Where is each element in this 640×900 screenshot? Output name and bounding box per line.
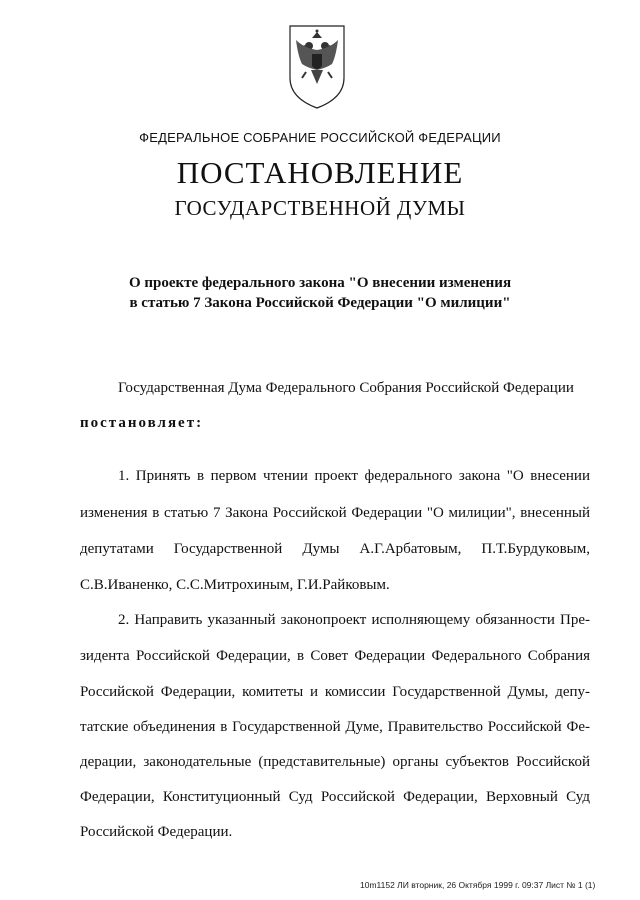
item1-line: депутатами Государственной Думы А.Г.Арбатовым, П.Т.Бурдуковым, xyxy=(80,541,590,557)
subject-heading xyxy=(0,273,640,313)
item2-line: дерации, законодательные (представительные) органы субъектов Российской xyxy=(80,754,590,770)
document-title: ПОСТАНОВЛЕНИЕ xyxy=(176,155,464,190)
double-headed-eagle-emblem xyxy=(286,20,348,110)
decree-word: постановляет: xyxy=(80,415,204,431)
page-footer: 10m1152 ЛИ вторник, 26 Октября 1999 г. 09:37 Лист № 1 (1) xyxy=(360,880,596,890)
item2-line: зидента Российской Федерации, в Совет Федерации Федерального Собрания xyxy=(80,648,590,664)
item1-line: 1. Принять в первом чтении проект федерального закона "О внесении xyxy=(118,468,590,484)
item2-line: Российской Федерации. xyxy=(80,824,233,840)
item2-line: татские объединения в Государственной Думе, Правительство Российской Фе- xyxy=(80,719,590,735)
item1-line: С.В.Иваненко, С.С.Митрохиным, Г.И.Райковым. xyxy=(80,577,390,593)
subject-line: в статью 7 Закона Российской Федерации "О милиции" xyxy=(129,295,511,311)
item2-line: Российской Федерации, комитеты и комиссии Государственной Думы, депу- xyxy=(80,684,590,700)
item1-line: изменения в статью 7 Закона Российской Федерации "О милиции", внесенный xyxy=(80,505,590,521)
document-subtitle: ГОСУДАРСТВЕННОЙ ДУМЫ xyxy=(174,196,466,220)
intro-paragraph: Государственная Дума Федерального Собрания Российской Федерации xyxy=(118,380,574,396)
item2-line: 2. Направить указанный законопроект исполняющему обязанности Пре- xyxy=(118,612,590,628)
item2-line: Федерации, Конституционный Суд Российской Федерации, Верховный Суд xyxy=(80,789,590,805)
subject-line: О проекте федерального закона "О внесении изменения xyxy=(128,275,512,291)
organization-name: ФЕДЕРАЛЬНОЕ СОБРАНИЕ РОССИЙСКОЙ ФЕДЕРАЦИИ xyxy=(139,130,501,145)
